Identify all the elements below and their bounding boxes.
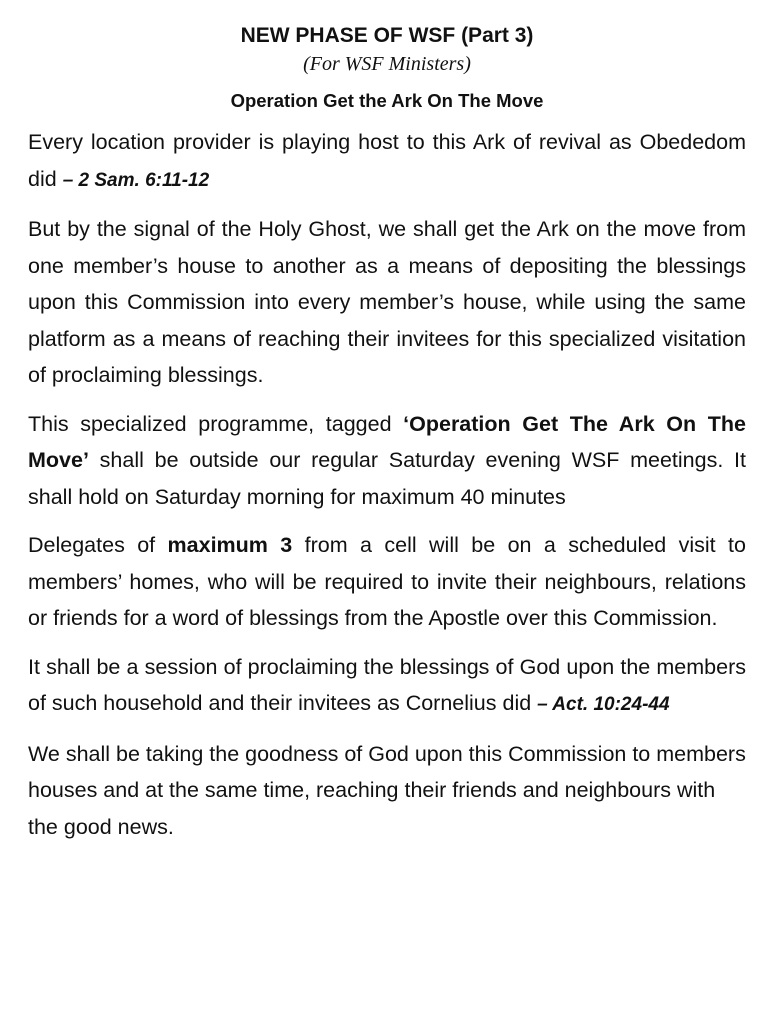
programme-name: ‘Operation Get The Ark On The Move’ [28, 411, 746, 472]
paragraph-4-text-start: Delegates of [28, 533, 168, 557]
paragraph-1-text: Every location provider is playing host to this Ark of revival as Obededom did [28, 130, 746, 191]
paragraph-3-text-start: This specialized programme, tagged [28, 411, 404, 436]
paragraph-2: But by the signal of the Holy Ghost, we shall get the Ark on the move from one member’s house to another as a means of depositing the blessings upon this Commission into every member’s house, while using the same platform as a means of reaching their invitees for this specialized visitation of proclaiming blessings. [28, 217, 746, 387]
paragraph-4-text-end: from a cell will be on a scheduled visit to members’ homes, who will be required to invite their neighbours, relations or friends for a word of blessings from the Apostle over this Commission. [28, 533, 746, 630]
paragraph-5-text: It shall be a session of proclaiming the blessings of God upon the members of such household and their invitees as Cornelius did [28, 654, 746, 715]
paragraph-1 [28, 124, 746, 199]
document-subtitle: (For WSF Ministers) [303, 53, 471, 75]
delegate-limit: maximum 3 [167, 533, 293, 557]
paragraph-6: We shall be taking the goodness of God upon this Commission to members houses and at the same time, reaching their friends and neighbours with the good news. [28, 741, 746, 839]
paragraph-3 [28, 406, 746, 516]
scripture-reference: – Act. 10:24-44 [537, 694, 670, 715]
paragraph-4 [28, 527, 746, 637]
scripture-reference: – 2 Sam. 6:11-12 [62, 169, 210, 191]
paragraph-5 [28, 649, 746, 724]
document-title: NEW PHASE OF WSF (Part 3) [240, 24, 534, 47]
section-heading: Operation Get the Ark On The Move [230, 90, 544, 111]
paragraph-3-text-end: shall be outside our regular Saturday evening WSF meetings. It shall hold on Saturday morning for maximum 40 minutes [28, 448, 746, 509]
document-page [28, 22, 746, 857]
